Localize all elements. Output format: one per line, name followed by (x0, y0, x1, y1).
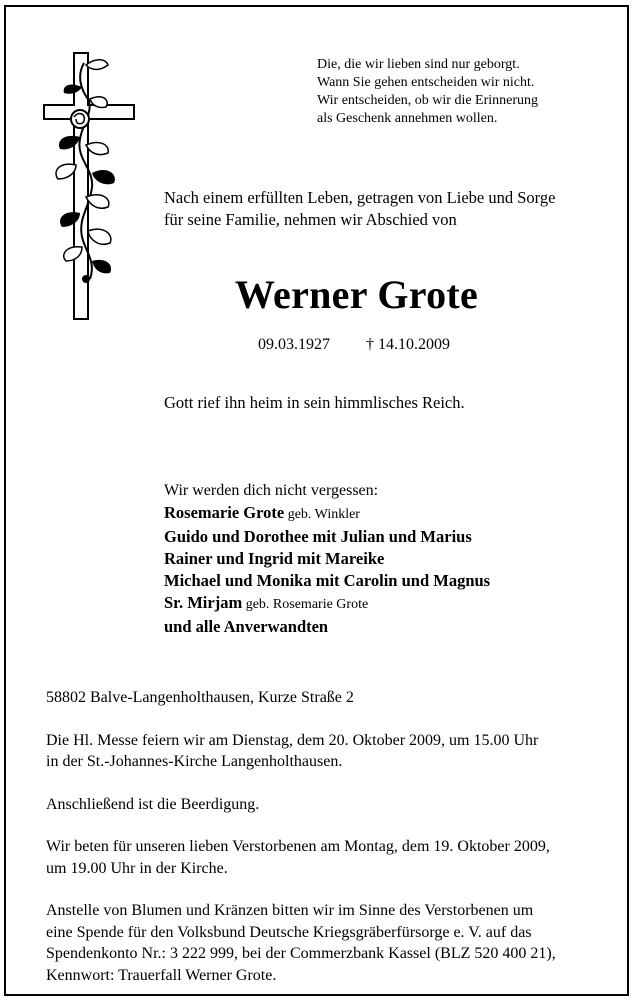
donation-info: Anstelle von Blumen und Kränzen bitten wir im Sinne des Verstorbenen um eine Spende für den Volksbund Deutsche Kriegsgräberfürsorge e. V. auf das Spendenkonto Nr.: 3 222 999, bei der Commerzbank Kassel (BLZ 520 400 21), Kennwort: Trauerfall Werner Grote. (46, 902, 556, 984)
address: 58802 Balve-Langenholthausen, Kurze Straße 2 (46, 689, 354, 706)
life-dates (258, 336, 450, 354)
deceased-name: Werner Grote (234, 272, 479, 317)
mass-info: Die Hl. Messe feiern wir am Dienstag, dem 20. Oktober 2009, um 15.00 Uhr in der St.-Johannes-Kirche Langenholthausen. (46, 731, 539, 770)
obituary-card (4, 5, 629, 996)
birth-date: 09.03.1927 (258, 336, 330, 353)
prayer-info: Wir beten für unseren lieben Verstorbenen am Montag, dem 19. Oktober 2009, um 19.00 Uhr in der Kirche. (46, 838, 550, 877)
poem-line: Wann Sie gehen entscheiden wir nicht. (317, 75, 535, 90)
intro-line: Nach einem erfüllten Leben, getragen von Liebe und Sorge (164, 188, 556, 207)
burial-info: Anschließend ist die Beerdigung. (46, 795, 260, 813)
notice-details (46, 687, 621, 1007)
mourners-heading: Wir werden dich nicht vergessen: (164, 482, 379, 499)
poem (317, 56, 617, 128)
mourner-line: Guido und Dorothee mit Julian und Marius (164, 527, 472, 546)
mourner-line: Michael und Monika mit Carolin und Magnus (164, 571, 491, 590)
mourner-line: und alle Anverwandten (164, 617, 329, 636)
poem-line: als Geschenk annehmen wollen. (317, 111, 498, 126)
mourner-line: Sr. Mirjam geb. Rosemarie Grote (164, 593, 369, 612)
mourner-line: Rainer und Ingrid mit Mareike (164, 549, 385, 568)
mourner-line: Rosemarie Grote geb. Winkler (164, 503, 360, 522)
poem-line: Wir entscheiden, ob wir die Erinnerung (317, 93, 539, 108)
intro-line: für seine Familie, nehmen wir Abschied von (164, 210, 457, 229)
mourners-list (164, 480, 614, 638)
death-date: † 14.10.2009 (366, 336, 450, 353)
poem-line: Die, die wir lieben sind nur geborgt. (317, 57, 520, 72)
heaven-line: Gott rief ihn heim in sein himmlisches Reich. (164, 393, 465, 412)
intro-text (164, 187, 614, 231)
